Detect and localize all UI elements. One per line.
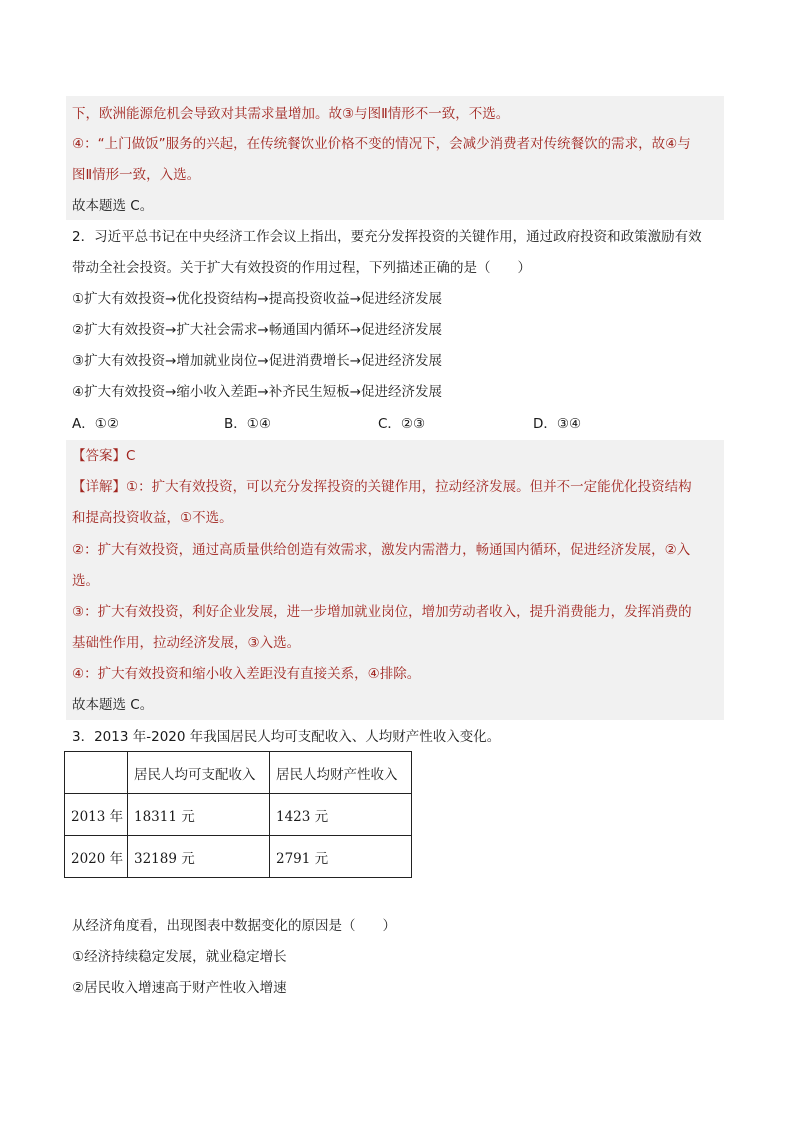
answer-detail-line: 选。 — [72, 573, 99, 589]
table-cell: 2791 元 — [270, 836, 412, 878]
explanation-line: ④：“上门做饭”服务的兴起，在传统餐饮业价格不变的情况下，会减少消费者对传统餐饮的需求，故④与 — [72, 136, 691, 152]
table-header-cell: 居民人均可支配收入 — [128, 752, 270, 794]
table-row — [65, 836, 412, 878]
table-header-row — [65, 752, 412, 794]
option-a[interactable]: A．①② — [72, 416, 119, 432]
question-2-item: ④扩大有效投资→缩小收入差距→补齐民生短板→促进经济发展 — [72, 384, 443, 400]
option-d[interactable]: D．③④ — [533, 416, 582, 432]
question-2-options — [72, 414, 712, 434]
table-cell: 32189 元 — [128, 836, 270, 878]
question-2-item: ③扩大有效投资→增加就业岗位→促进消费增长→促进经济发展 — [72, 353, 443, 369]
question-2-item: ②扩大有效投资→扩大社会需求→畅通国内循环→促进经济发展 — [72, 322, 443, 338]
option-b[interactable]: B．①④ — [224, 416, 271, 432]
table-header-cell: 居民人均财产性收入 — [270, 752, 412, 794]
answer-detail-line: ④：扩大有效投资和缩小收入差距没有直接关系，④排除。 — [72, 666, 421, 682]
question-2-stem: 带动全社会投资。关于扩大有效投资的作用过程，下列描述正确的是（ ） — [72, 260, 531, 276]
question-3-item: ②居民收入增速高于财产性收入增速 — [72, 980, 287, 996]
question-3-item: ①经济持续稳定发展，就业稳定增长 — [72, 949, 287, 965]
answer-detail-line: 基础性作用，拉动经济发展，③入选。 — [72, 635, 301, 651]
table-cell: 1423 元 — [270, 794, 412, 836]
answer-detail-line: ②：扩大有效投资，通过高质量供给创造有效需求，激发内需潜力，畅通国内循环，促进经济发展，②入 — [72, 542, 691, 558]
answer-detail-line: ③：扩大有效投资，利好企业发展，进一步增加就业岗位，增加劳动者收入，提升消费能力，发挥消费的 — [72, 604, 692, 620]
explanation-line: 下，欧洲能源危机会导致对其需求量增加。故③与图Ⅱ情形不一致，不选。 — [72, 106, 510, 122]
income-table — [64, 751, 412, 878]
answer-label: 【答案】C — [72, 448, 136, 464]
explanation-conclusion: 故本题选 C。 — [72, 198, 154, 214]
answer-detail-line: 【详解】①：扩大有效投资，可以充分发挥投资的关键作用，拉动经济发展。但并不一定能优化投资结构 — [72, 479, 692, 495]
table-cell-year: 2020 年 — [65, 836, 128, 878]
question-3-question: 从经济角度看，出现图表中数据变化的原因是（ ） — [72, 918, 396, 934]
question-2-item: ①扩大有效投资→优化投资结构→提高投资收益→促进经济发展 — [72, 291, 443, 307]
question-2-stem: 2．习近平总书记在中央经济工作会议上指出，要充分发挥投资的关键作用，通过政府投资和政策激励有效 — [72, 229, 702, 245]
option-c[interactable]: C．②③ — [378, 416, 426, 432]
answer-conclusion: 故本题选 C。 — [72, 697, 154, 713]
table-cell-year: 2013 年 — [65, 794, 128, 836]
table-row — [65, 794, 412, 836]
table-header-cell — [65, 752, 128, 794]
explanation-line: 图Ⅱ情形一致，入选。 — [72, 167, 201, 183]
answer-detail-line: 和提高投资收益，①不选。 — [72, 510, 233, 526]
table-cell: 18311 元 — [128, 794, 270, 836]
question-3-stem: 3．2013 年-2020 年我国居民人均可支配收入、人均财产性收入变化。 — [72, 729, 501, 745]
